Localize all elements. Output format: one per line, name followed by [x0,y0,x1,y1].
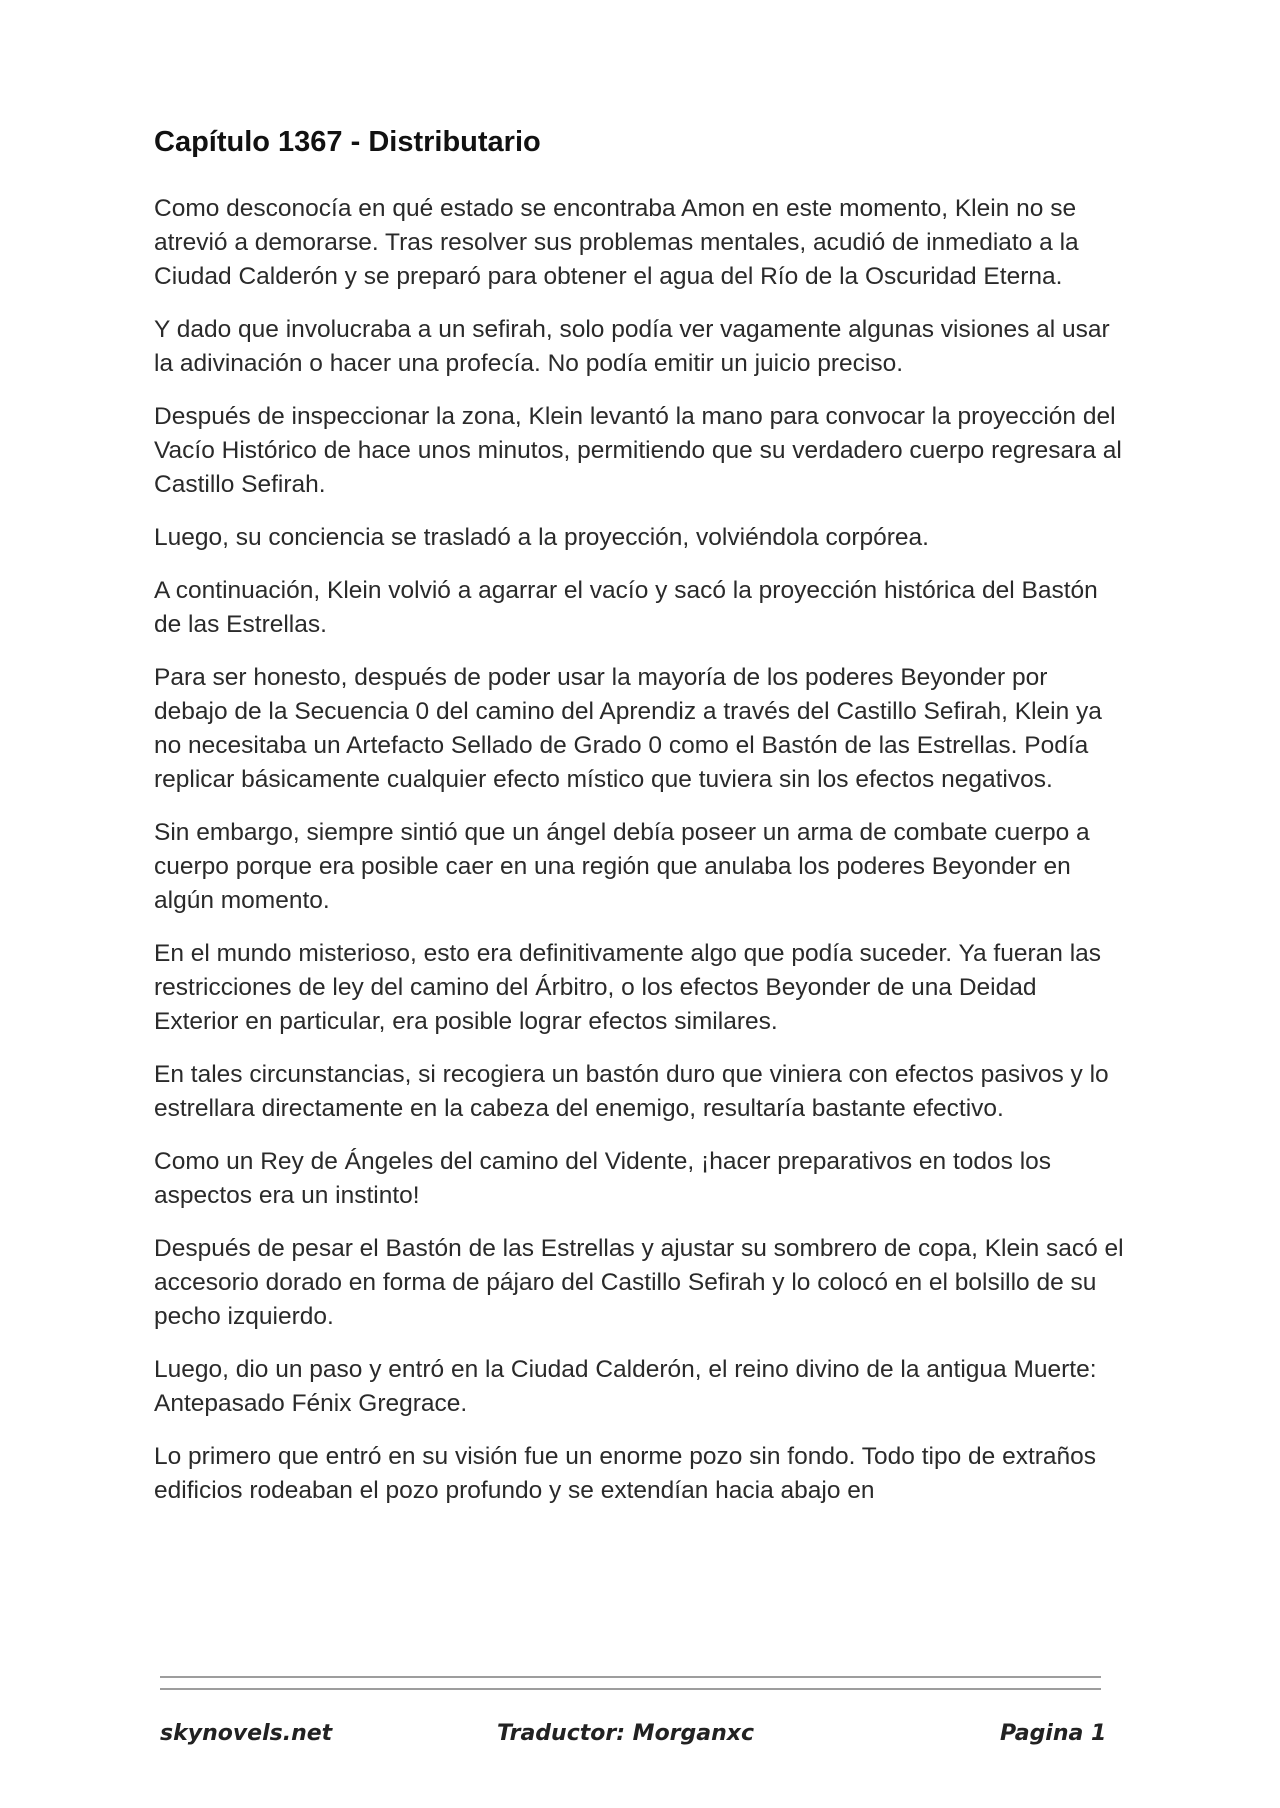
document-body [154,122,1126,1527]
paragraph: En el mundo misterioso, esto era definitivamente algo que podía suceder. Ya fueran las restricciones de ley del camino del Árbitro, o los efectos Beyonder de una Deidad Exterior en particular, era posible lograr efectos similares. [154,940,1102,1035]
chapter-title: Capítulo 1367 - Distributario [154,126,541,158]
paragraph: Sin embargo, siempre sintió que un ángel debía poseer un arma de combate cuerpo a cuerpo porque era posible caer en una región que anulaba los poderes Beyonder en algún momento. [154,819,1090,914]
paragraph: En tales circunstancias, si recogiera un bastón duro que viniera con efectos pasivos y lo estrellara directamente en la cabeza del enemigo, resultaría bastante efectivo. [154,1061,1109,1122]
footer-site: skynovels.net [160,1721,333,1746]
paragraph: Y dado que involucraba a un sefirah, solo podía ver vagamente algunas visiones al usar la adivinación o hacer una profecía. No podía emitir un juicio preciso. [154,316,1110,377]
paragraph: Después de pesar el Bastón de las Estrellas y ajustar su sombrero de copa, Klein sacó el accesorio dorado en forma de pájaro del Castillo Sefirah y lo colocó en el bolsillo de su pecho izquierdo. [154,1235,1124,1330]
paragraph: Luego, dio un paso y entró en la Ciudad Calderón, el reino divino de la antigua Muerte: Antepasado Fénix Gregrace. [154,1356,1097,1417]
footer-divider-bottom [160,1688,1101,1690]
footer-page-number: Pagina 1 [1000,1721,1107,1746]
paragraph: Lo primero que entró en su visión fue un enorme pozo sin fondo. Todo tipo de extraños edificios rodeaban el pozo profundo y se extendían hacia abajo en [154,1443,1097,1504]
paragraph: Después de inspeccionar la zona, Klein levantó la mano para convocar la proyección del Vacío Histórico de hace unos minutos, permitiendo que su verdadero cuerpo regresara al Castillo Sefirah. [154,403,1122,498]
footer-translator: Traductor: Morganxc [497,1721,755,1746]
paragraph: Como un Rey de Ángeles del camino del Vidente, ¡hacer preparativos en todos los aspectos era un instinto! [154,1148,1052,1209]
paragraph: Como desconocía en qué estado se encontraba Amon en este momento, Klein no se atrevió a demorarse. Tras resolver sus problemas mentales, acudió de inmediato a la Ciudad Calderón y se preparó para obtener el agua del Río de la Oscuridad Eterna. [154,195,1079,290]
paragraph: Luego, su conciencia se trasladó a la proyección, volviéndola corpórea. [154,524,929,551]
footer-divider-top [160,1676,1101,1678]
paragraph: A continuación, Klein volvió a agarrar el vacío y sacó la proyección histórica del Bastón de las Estrellas. [154,577,1098,638]
paragraph: Para ser honesto, después de poder usar la mayoría de los poderes Beyonder por debajo de la Secuencia 0 del camino del Aprendiz a través del Castillo Sefirah, Klein ya no necesitaba un Artefacto Sellado de Grado 0 como el Bastón de las Estrellas. Podía replicar básicamente cualquier efecto místico que tuviera sin los efectos negativos. [154,664,1102,793]
